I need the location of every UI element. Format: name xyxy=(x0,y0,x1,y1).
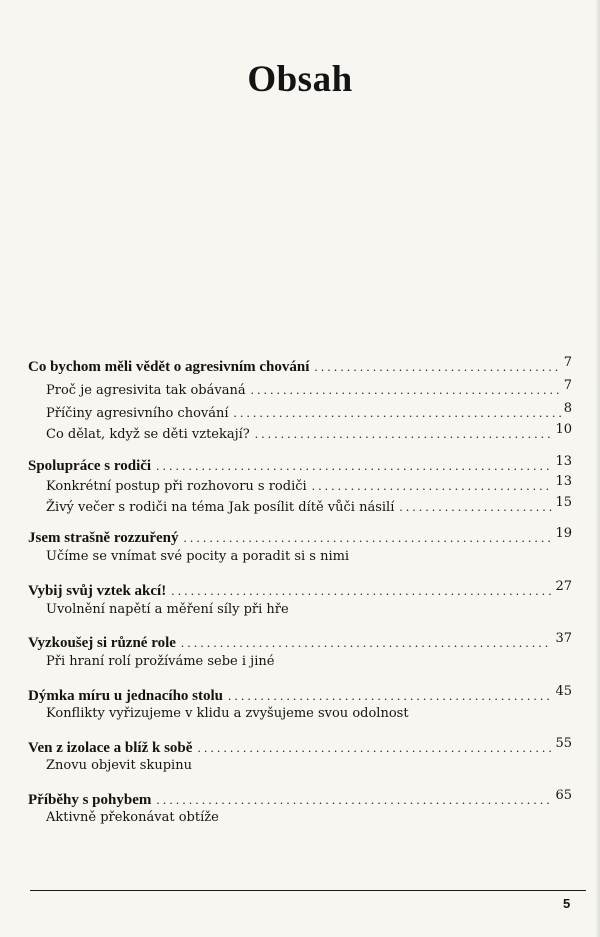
leader-dots xyxy=(197,738,552,758)
toc-entry-page: 10 xyxy=(555,422,572,437)
toc-entry-page: 15 xyxy=(555,495,572,510)
toc-entry-title: Vybij svůj vztek akcí! xyxy=(28,583,167,599)
leader-dots xyxy=(399,497,552,517)
toc-entry xyxy=(46,476,572,496)
leader-dots xyxy=(228,686,552,706)
toc-entry-page: 7 xyxy=(563,378,572,393)
leader-dots xyxy=(156,790,552,810)
toc-subtitle: Učíme se vnímat své pocity a poradit si s nimi xyxy=(46,549,350,564)
leader-dots xyxy=(255,424,553,444)
toc-entry-title: Spolupráce s rodiči xyxy=(28,458,152,474)
toc-entry-title: Co dělat, když se děti vztekají? xyxy=(46,427,250,442)
toc-entry xyxy=(46,497,572,517)
toc-entry xyxy=(28,581,572,601)
toc-entry xyxy=(28,790,572,810)
toc-entry-page: 13 xyxy=(555,454,572,469)
toc-entry-page: 45 xyxy=(555,684,572,699)
toc-entry-title: Vyzkoušej si různé role xyxy=(28,635,176,651)
toc-entry xyxy=(28,357,572,377)
toc-entry-title: Proč je agresivita tak obávaná xyxy=(46,383,246,398)
toc-entry-title: Příběhy s pohybem xyxy=(28,792,152,808)
toc-entry-title: Co bychom měli vědět o agresivním chování xyxy=(28,359,310,375)
toc-entry xyxy=(46,403,572,423)
toc-entry-page: 37 xyxy=(555,631,572,646)
page-edge-shadow xyxy=(595,0,600,937)
leader-dots xyxy=(251,380,561,400)
page-number: 5 xyxy=(563,896,571,911)
toc-entry-page: 13 xyxy=(555,474,572,489)
page-title: Obsah xyxy=(247,59,353,100)
toc-entry-page: 55 xyxy=(555,736,572,751)
footer-rule xyxy=(30,890,586,891)
toc-entry-title: Jsem strašně rozzuřený xyxy=(28,530,179,546)
toc-entry-page: 27 xyxy=(555,579,572,594)
toc-entry xyxy=(28,633,572,653)
toc-entry-page: 8 xyxy=(563,401,572,416)
toc-subtitle: Uvolnění napětí a měření síly při hře xyxy=(46,602,289,617)
leader-dots xyxy=(312,476,553,496)
toc-entry xyxy=(46,424,572,444)
toc-subtitle: Aktivně překonávat obtíže xyxy=(46,810,219,825)
toc-subtitle: Znovu objevit skupinu xyxy=(46,758,192,773)
leader-dots xyxy=(234,403,561,423)
toc-subtitle: Konflikty vyřizujeme v klidu a zvyšujeme svou odolnost xyxy=(46,706,409,721)
toc-entry xyxy=(46,380,572,400)
toc-entry-title: Dýmka míru u jednacího stolu xyxy=(28,688,224,704)
leader-dots xyxy=(181,633,553,653)
toc-entry-page: 65 xyxy=(555,788,572,803)
toc-entry xyxy=(28,528,572,548)
toc-entry-title: Ven z izolace a blíž k sobě xyxy=(28,740,193,756)
toc-entry xyxy=(28,456,572,476)
toc-entry xyxy=(28,686,572,706)
toc-entry-page: 7 xyxy=(563,355,572,370)
toc-entry xyxy=(28,738,572,758)
leader-dots xyxy=(156,456,552,476)
toc-entry-title: Živý večer s rodiči na téma Jak posílit dítě vůči násilí xyxy=(46,500,395,515)
leader-dots xyxy=(314,357,560,377)
toc-entry-title: Příčiny agresivního chování xyxy=(46,406,229,421)
toc-subtitle: Při hraní rolí prožíváme sebe i jiné xyxy=(46,654,275,669)
toc-entry-title: Konkrétní postup při rozhovoru s rodiči xyxy=(46,479,307,494)
leader-dots xyxy=(171,581,552,601)
leader-dots xyxy=(184,528,553,548)
toc-entry-page: 19 xyxy=(555,526,572,541)
